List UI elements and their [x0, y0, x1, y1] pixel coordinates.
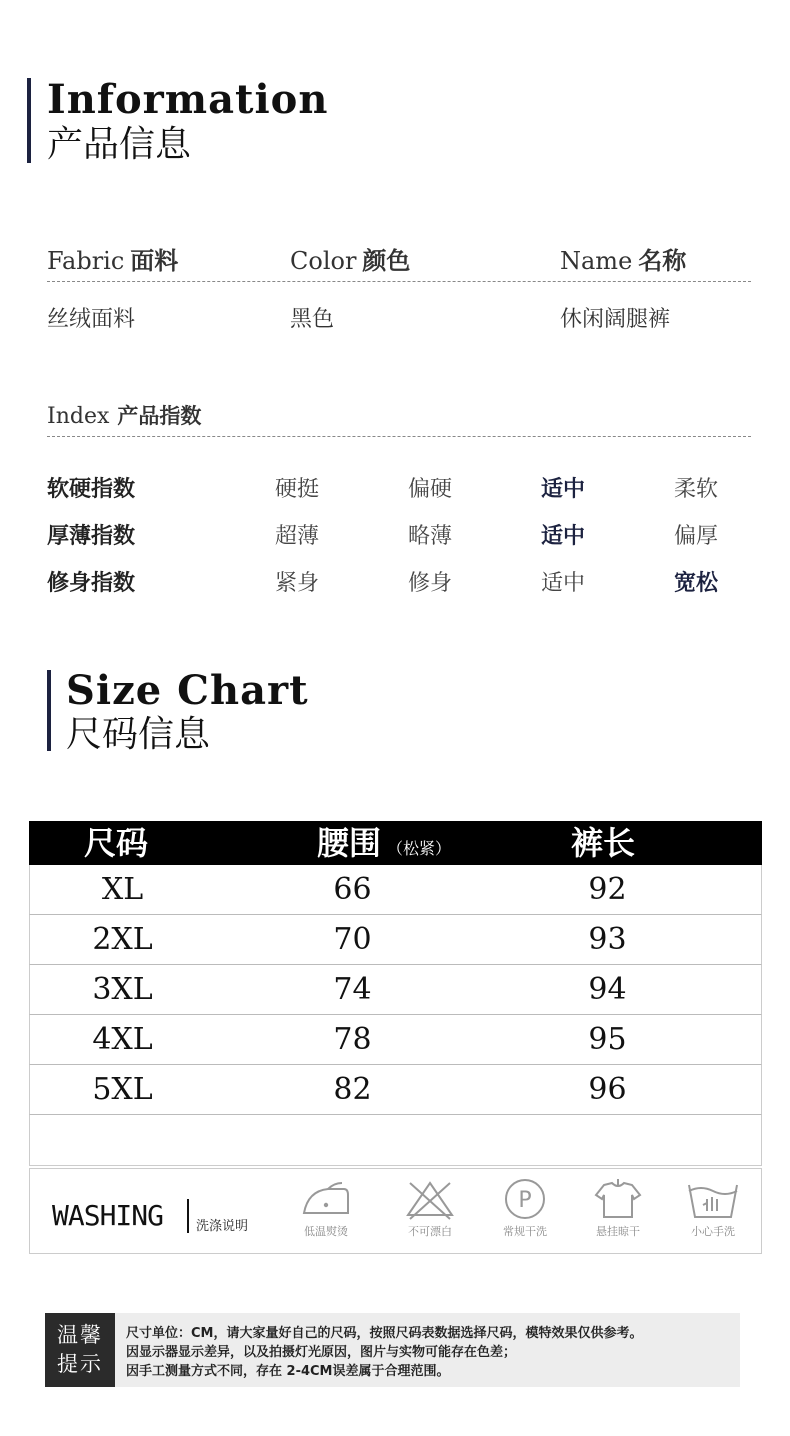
wash-item-dryclean — [485, 1177, 565, 1239]
wash-label: 常规干洗 — [503, 1225, 547, 1238]
information-accent-bar — [27, 78, 31, 163]
cell-waist: 66 — [333, 872, 372, 907]
index-row-name: 厚薄指数 — [47, 524, 136, 549]
table-row-empty — [29, 1115, 762, 1166]
cell-length: 93 — [588, 922, 627, 957]
hang-dry-icon — [590, 1177, 646, 1221]
index-option-selected: 适中 — [541, 524, 586, 549]
cell-length: 94 — [588, 972, 627, 1007]
index-row-name: 软硬指数 — [47, 477, 136, 502]
size-chart-title-en: Size Chart — [66, 667, 309, 714]
index-option: 略薄 — [408, 524, 453, 549]
index-option: 偏厚 — [674, 524, 719, 549]
washing-panel — [29, 1168, 762, 1254]
notice-tag: 温馨 提示 — [45, 1313, 115, 1387]
cell-waist: 82 — [333, 1072, 372, 1107]
header-waist-note: （松紧） — [387, 839, 452, 858]
cell-length: 95 — [588, 1022, 627, 1057]
header-length: 裤长 — [571, 824, 636, 862]
cell-waist: 70 — [333, 922, 372, 957]
index-label: Index 产品指数 — [47, 404, 202, 429]
wash-item-bleach — [390, 1177, 470, 1239]
cell-length: 96 — [588, 1072, 627, 1107]
index-option: 紧身 — [275, 571, 320, 596]
index-option-selected: 宽松 — [674, 571, 719, 596]
cell-size: XL — [101, 872, 144, 907]
cell-size: 2XL — [92, 922, 153, 957]
fabric-value: 丝绒面料 — [47, 307, 136, 332]
header-size: 尺码 — [84, 824, 149, 862]
index-option: 柔软 — [674, 477, 719, 502]
index-option-selected: 适中 — [541, 477, 586, 502]
wash-label: 不可漂白 — [408, 1225, 452, 1238]
wash-item-iron — [286, 1177, 366, 1239]
svg-text:P: P — [518, 1188, 532, 1213]
notice-text — [126, 1324, 642, 1381]
index-row-fit — [0, 566, 790, 596]
index-row-softness — [0, 472, 790, 502]
washing-title: WASHING — [52, 1199, 164, 1232]
index-row-name: 修身指数 — [47, 571, 136, 596]
cell-size: 4XL — [92, 1022, 153, 1057]
fabric-label: Fabric 面料 — [47, 247, 179, 275]
info-divider — [47, 281, 751, 282]
notice-line: 因手工测量方式不同，存在 2-4CM误差属于合理范围。 — [126, 1364, 450, 1379]
wash-label: 悬挂晾干 — [596, 1225, 640, 1238]
cell-waist: 78 — [333, 1022, 372, 1057]
table-row — [29, 1015, 762, 1065]
cell-size: 5XL — [92, 1072, 153, 1107]
notice-box — [45, 1313, 740, 1387]
name-label: Name 名称 — [560, 247, 687, 275]
size-chart-title-cn: 尺码信息 — [66, 714, 211, 755]
table-row — [29, 915, 762, 965]
notice-line: 尺寸单位：CM，请大家量好自己的尺码，按照尺码表数据选择尺码，模特效果仅供参考。 — [126, 1326, 643, 1341]
size-chart-accent-bar — [47, 670, 51, 751]
table-row — [29, 965, 762, 1015]
wash-item-handwash — [673, 1177, 753, 1239]
cell-length: 92 — [588, 872, 627, 907]
name-value: 休闲阔腿裤 — [560, 307, 671, 332]
dry-clean-icon — [497, 1177, 553, 1221]
index-option: 修身 — [408, 571, 453, 596]
index-option: 超薄 — [275, 524, 320, 549]
table-row — [29, 865, 762, 915]
iron-low-temp-icon — [298, 1177, 354, 1221]
washing-subtitle: 洗涤说明 — [196, 1219, 249, 1234]
wash-label: 低温熨烫 — [304, 1225, 348, 1238]
header-waist: 腰围 （松紧） — [317, 824, 452, 862]
index-option: 适中 — [541, 571, 586, 596]
table-row — [29, 1065, 762, 1115]
index-option: 硬挺 — [275, 477, 320, 502]
hand-wash-icon — [685, 1177, 741, 1221]
wash-label: 小心手洗 — [691, 1225, 735, 1238]
index-divider — [47, 436, 751, 437]
cell-waist: 74 — [333, 972, 372, 1007]
color-label: Color 颜色 — [290, 247, 411, 275]
information-title-cn: 产品信息 — [47, 124, 192, 165]
wash-item-hang — [578, 1177, 658, 1239]
size-table-header — [29, 821, 762, 865]
size-table — [29, 821, 762, 1166]
washing-divider — [187, 1199, 189, 1233]
index-option: 偏硬 — [408, 477, 453, 502]
color-value: 黑色 — [290, 307, 335, 332]
cell-size: 3XL — [92, 972, 153, 1007]
no-bleach-icon — [402, 1177, 458, 1221]
index-row-thickness — [0, 519, 790, 549]
notice-line: 因显示器显示差异，以及拍摄灯光原因，图片与实物可能存在色差； — [126, 1345, 517, 1360]
information-title-en: Information — [47, 76, 329, 123]
